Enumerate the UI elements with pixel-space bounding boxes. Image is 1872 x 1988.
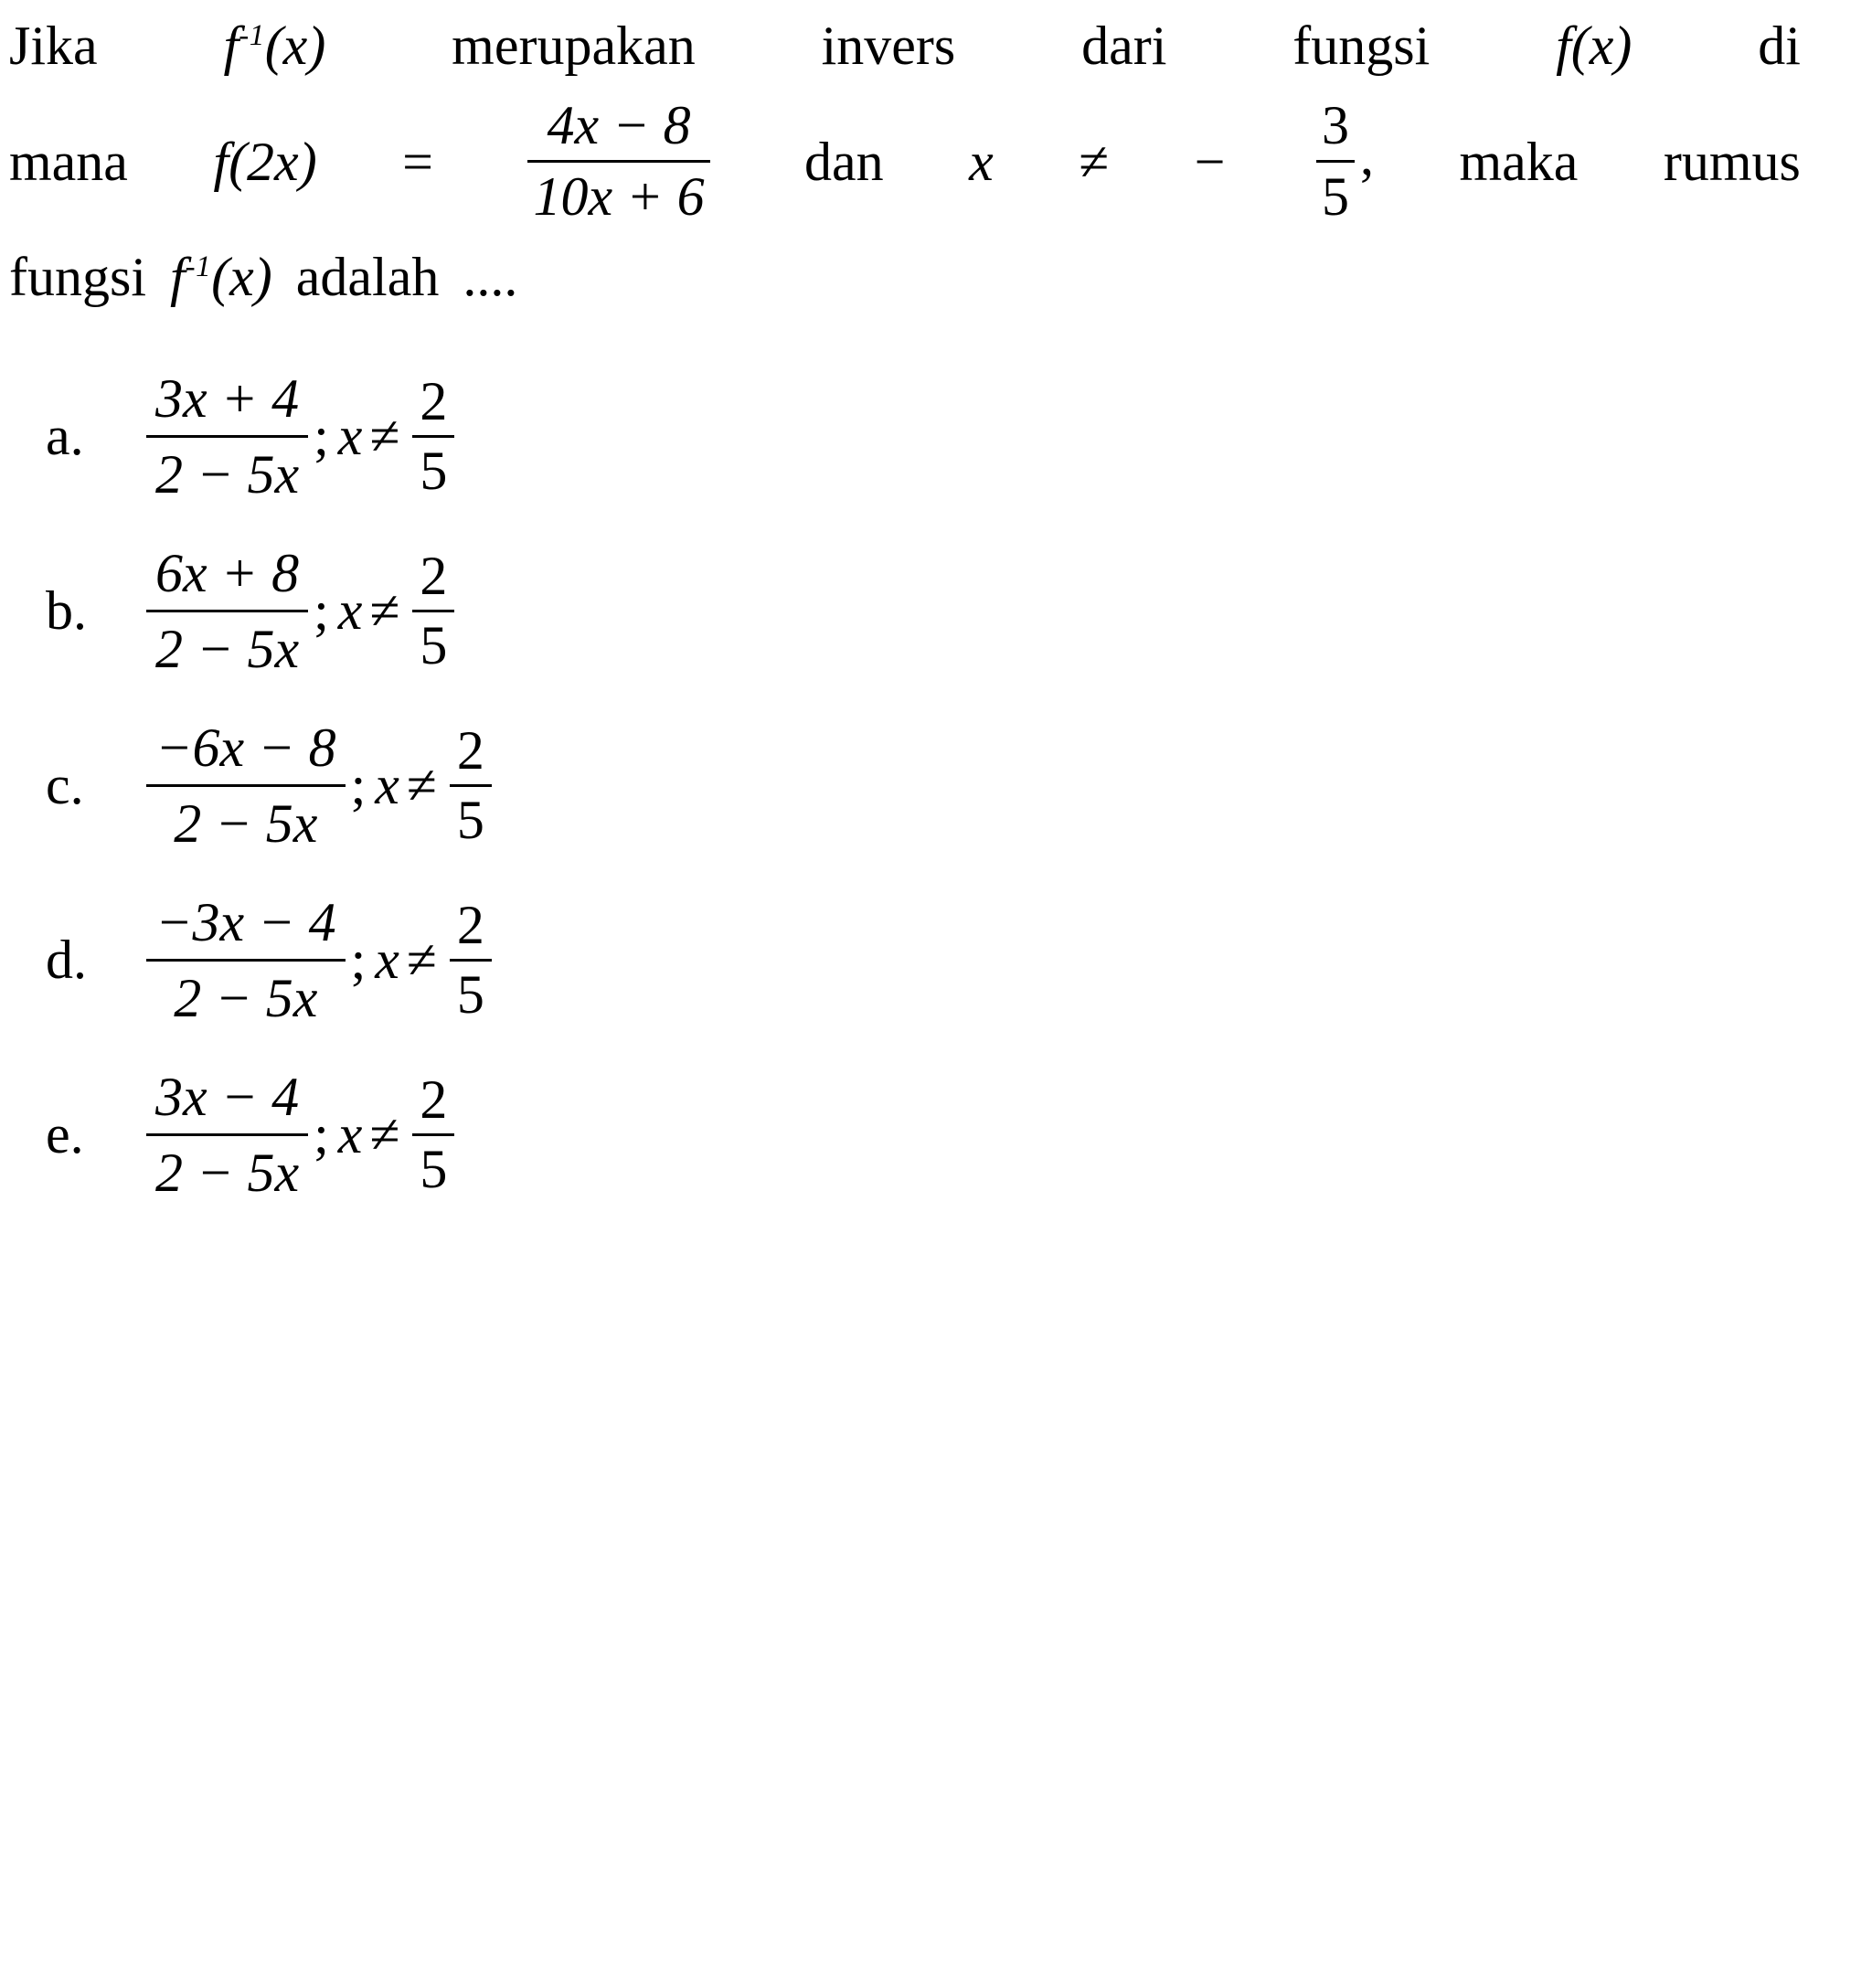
function-expression-fraction	[527, 97, 709, 226]
option-d-condition-denominator: 5	[456, 964, 484, 1025]
option-a-condition-numerator: 2	[420, 371, 448, 431]
option-c-numerator: −6x − 8	[155, 718, 336, 778]
option-d-label: d.	[46, 930, 87, 990]
stem-word-fungsi-2: fungsi	[9, 247, 146, 307]
fraction-numerator: 4x − 8	[547, 95, 691, 155]
option-c-fraction-bar	[146, 784, 346, 787]
option-a-fraction	[146, 368, 308, 505]
option-c-denominator: 2 − 5x	[174, 793, 318, 854]
option-a-label: a.	[46, 406, 84, 466]
option-e-not-equal: ≠	[369, 1104, 400, 1164]
stem-line-3	[9, 247, 1801, 307]
option-e-semicolon: ;	[314, 1104, 329, 1164]
option-a-not-equal: ≠	[369, 406, 400, 466]
option-d-body	[146, 892, 492, 1028]
option-b-body	[146, 543, 454, 679]
fn-letter-2: f	[170, 247, 186, 307]
function-fx: f(x)	[1556, 16, 1633, 76]
option-e-denominator: 2 − 5x	[155, 1143, 300, 1203]
option-a-condition-bar	[412, 435, 454, 438]
option-b-not-equal: ≠	[369, 580, 400, 641]
stem-word-mana: mana	[9, 131, 128, 192]
comma: ,	[1359, 125, 1374, 186]
stem-domain-condition	[969, 131, 994, 192]
option-e-condition-denominator: 5	[420, 1139, 448, 1199]
option-a-variable: x	[337, 406, 363, 466]
option-d-fraction	[146, 892, 346, 1028]
option-d-fraction-bar	[146, 959, 346, 962]
option-d-condition	[351, 897, 492, 1024]
option-c-variable: x	[375, 755, 399, 815]
option-a-condition-denominator: 5	[420, 441, 448, 501]
option-d-not-equal: ≠	[406, 930, 437, 990]
option-b-semicolon: ;	[314, 580, 329, 641]
option-d-condition-bar	[450, 959, 492, 962]
option-c-label: c.	[46, 755, 84, 815]
stem-condition-value	[1311, 97, 1374, 226]
stem-ellipsis: ....	[463, 247, 518, 307]
option-e[interactable]	[9, 1067, 1817, 1203]
option-e-condition	[314, 1071, 454, 1198]
stem-word-dan: dan	[804, 131, 884, 192]
option-d-semicolon: ;	[350, 930, 367, 990]
option-b-numerator: 6x + 8	[155, 543, 300, 603]
option-c-condition-bar	[450, 784, 492, 787]
answer-options-list	[9, 368, 1817, 1203]
fn-exponent-2: -1	[185, 250, 212, 283]
option-b-condition-bar	[412, 610, 454, 612]
stem-word-dari: dari	[1081, 16, 1167, 76]
fraction-bar	[527, 160, 709, 163]
option-e-condition-numerator: 2	[420, 1069, 448, 1130]
option-a-condition-fraction	[412, 373, 454, 500]
option-d-numerator: −3x − 4	[155, 892, 336, 952]
option-e-label: e.	[46, 1104, 84, 1164]
stem-word-fungsi: fungsi	[1292, 16, 1431, 76]
option-d-condition-fraction	[450, 897, 492, 1024]
option-d-variable: x	[375, 930, 399, 990]
option-a-body	[146, 368, 454, 505]
option-b-condition-numerator: 2	[420, 546, 448, 606]
option-a-numerator: 3x + 4	[155, 368, 300, 429]
option-b-denominator: 2 − 5x	[155, 619, 300, 679]
option-c-condition	[351, 722, 492, 849]
option-e-fraction	[146, 1067, 308, 1203]
stem-word-rumus: rumus	[1663, 131, 1801, 192]
option-a-denominator: 2 − 5x	[155, 444, 300, 505]
fraction-denominator: 10x + 6	[533, 166, 705, 227]
option-d-denominator: 2 − 5x	[174, 968, 318, 1028]
fn-exponent: -1	[239, 19, 265, 52]
option-a[interactable]	[9, 368, 1817, 505]
question-stem	[9, 16, 1801, 307]
condition-numerator: 3	[1321, 95, 1349, 155]
option-e-fraction-bar	[146, 1133, 308, 1136]
not-equal-sign: ≠	[1079, 131, 1110, 192]
condition-fraction-bar	[1316, 160, 1355, 163]
fn-arg: (x)	[264, 16, 326, 76]
option-a-semicolon: ;	[314, 406, 329, 466]
option-a-condition	[314, 373, 454, 500]
option-a-fraction-bar	[146, 435, 308, 438]
inverse-function-symbol	[223, 16, 326, 76]
option-c-fraction	[146, 718, 346, 854]
condition-denominator: 5	[1321, 166, 1349, 227]
minus-sign: −	[1194, 131, 1226, 192]
option-c-body	[146, 718, 492, 854]
variable-x: x	[969, 131, 994, 192]
option-c-condition-numerator: 2	[456, 720, 484, 781]
option-b-fraction	[146, 543, 308, 679]
stem-line-1	[9, 16, 1801, 76]
stem-word-jika: Jika	[9, 16, 98, 76]
option-c[interactable]	[9, 718, 1817, 854]
stem-word-invers: invers	[821, 16, 956, 76]
option-b-label: b.	[46, 580, 87, 641]
option-c-semicolon: ;	[350, 755, 367, 815]
option-e-body	[146, 1067, 454, 1203]
stem-word-adalah: adalah	[295, 247, 440, 307]
option-c-condition-fraction	[450, 722, 492, 849]
fn-arg-2: (x)	[211, 247, 272, 307]
option-d-condition-numerator: 2	[456, 895, 484, 955]
function-f2x: f(2x)	[213, 131, 317, 192]
stem-word-merupakan: merupakan	[452, 16, 696, 76]
option-d[interactable]	[9, 892, 1817, 1028]
fn-letter: f	[223, 16, 239, 76]
option-b-condition-denominator: 5	[420, 615, 448, 675]
stem-word-maka: maka	[1459, 131, 1579, 192]
condition-fraction	[1316, 97, 1355, 226]
option-e-numerator: 3x − 4	[155, 1067, 300, 1127]
option-b-fraction-bar	[146, 610, 308, 612]
option-e-condition-bar	[412, 1133, 454, 1136]
option-b-condition-fraction	[412, 547, 454, 675]
option-e-condition-fraction	[412, 1071, 454, 1198]
option-c-condition-denominator: 5	[456, 790, 484, 850]
equals-sign: =	[402, 131, 433, 192]
option-e-variable: x	[337, 1104, 363, 1164]
stem-line-2	[9, 97, 1801, 226]
inverse-function-symbol-2	[170, 247, 272, 307]
option-b-variable: x	[337, 580, 363, 641]
option-b[interactable]	[9, 543, 1817, 679]
option-b-condition	[314, 547, 454, 675]
stem-word-di: di	[1758, 16, 1801, 76]
option-c-not-equal: ≠	[406, 755, 437, 815]
